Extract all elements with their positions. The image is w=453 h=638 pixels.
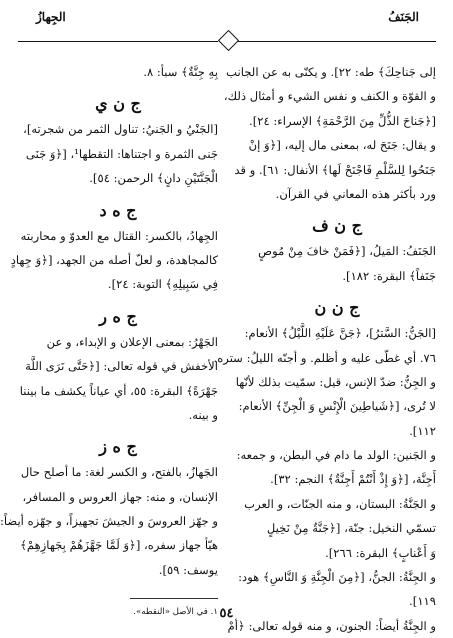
text-line: أَجِنَّة، [﴿وَ إِذْ أَنْتُمْ أَجِنَّةٌ﴾ النجم: ٣٢]. (270, 472, 436, 487)
text-line: و الجِنَّةُ أيضاً: الجنون، و منه قوله تعالى: ﴿أمْ (227, 618, 436, 633)
text-line: و جهّز العروسَ و الجيشَ تجهيزاً، و جهّزه أيضاً: (0, 514, 218, 529)
left-column-body (0, 60, 218, 582)
text-line: الجِهادُ، بالكسر: القتال مع العدوّ و محاربته (20, 228, 218, 243)
left-column (0, 60, 218, 619)
text-line: الْجَنَّتَيْنِ دانٍ﴾ الرحمن: ٥٤]. (89, 171, 218, 186)
root-heading: ج ن ف (312, 216, 362, 236)
header-diamond-ornament (218, 30, 239, 51)
root-heading: ج ه ر (99, 306, 137, 326)
text-line: جَنى الثمرة و اجتناها: التقطها¹، [﴿وَ جَنَى (25, 146, 218, 161)
root-heading: ج ه ز (99, 437, 137, 457)
header-root-word-left: الجِهازُ (36, 10, 66, 24)
text-line: جَنَحُوا لِلسَّلْمِ فَاجْنَحْ لَها﴾ الأنفال: ٦١]. و قد (234, 162, 436, 177)
text-line: الجَهازُ، بالفتح، و الكسر لغة: ما أصلح حال (20, 465, 218, 480)
text-line: و يقال: جَنَحَ له، بمعنى مال إليه، [﴿وَ إنْ (248, 138, 436, 153)
text-line: ورد بأكثر هذه المعاني في القرآن. (275, 186, 436, 201)
text-line: و الجَنين: الولد ما دام في البطن، و جمعه: (236, 448, 436, 463)
root-heading: ج ن ن (314, 298, 360, 318)
text-line: يوسف: ٥٩]. (158, 562, 218, 577)
text-line: الأخفش في قوله تعالى: [﴿حَتَّى نَرَى اللَّهَ (25, 359, 218, 374)
text-line: و الجَنَّةُ: البستان، و منه الجنّات، و العرب (244, 496, 436, 511)
text-line: [الجَنُّ: السَّترُ]، ﴿جَنَّ عَلَيْهِ اللَّيْلُ﴾ الأنعام: (244, 326, 436, 341)
header-rule-right (238, 41, 436, 42)
text-line: و الجِنَّةُ: الجنُّ، [﴿مِنَ الْجِنَّةِ وَ النَّاسِ﴾ هود: (238, 570, 436, 585)
text-line: وَ أَعْنابٍ﴾ البقرة: ٢٦٦]. (325, 545, 436, 560)
text-line: الجَهْرُ: بمعنى الإعلان و الإبداء، و عن (46, 334, 218, 349)
text-line: جَنَفاً﴾ البقرة: ١٨٢]. (342, 268, 436, 283)
text-line: كالمجاهدة، و لعلّ أصله من الجهد، [﴿وَ جِهادٍ (10, 252, 218, 267)
root-heading: ج ه د (99, 200, 137, 220)
text-line: و بينه. (188, 407, 218, 422)
footnote: ١. في الأصل «النقطه». (133, 607, 218, 618)
footnote-separator (130, 598, 218, 599)
text-line: ٧٦. أي غطّى عليه و أظلم. و أجنّه الليلُ: ستره. (213, 350, 436, 365)
text-line: فِي سَبِيلِهِ﴾ التوبة: ٢٤]. (107, 277, 218, 292)
text-line: ١١٩]. (409, 594, 436, 609)
text-line: بِهِ جِنَّةٌ﴾ سبأ: ٨. (143, 65, 218, 79)
text-line: جَهْرَةً﴾ البقرة: ٥٥، أي عياناً يكشف ما بيننا (19, 383, 218, 398)
header-root-word-right: الجَنَفُ (388, 10, 419, 24)
text-line: تسمّي النخيل: جنّة، [﴿جَنَّةٌ مِنْ نَخِيلٍ (266, 521, 436, 536)
text-line: [﴿جَناحَ الذُّلِّ مِنَ الرَّحْمَةِ﴾ الإسراء: ٢٤]. (249, 113, 436, 128)
root-heading: ج ن ي (95, 94, 141, 114)
text-line: هيّأ جهاز سفره، [﴿وَ لَمَّا جَهَّزَهُمْ بِجَهازِهِمْ﴾ (20, 538, 218, 553)
text-line: و الجِنُّ: ضدّ الإنس، قيل: سمّيت بذلك لأنّها (235, 374, 436, 389)
text-line: لا تُرى، [﴿شَياطِينَ الْإِنْسِ وَ الْجِنِّ﴾ الأنعام: (238, 399, 436, 414)
text-line: و القوّة و الكنف و نفس الشيء و أمثال ذلك، (223, 89, 436, 104)
text-line: الإنسان، و منه: جهاز العروس و المسافر، (22, 489, 218, 504)
text-line: ١١٢]. (409, 423, 436, 438)
header-rule-left (18, 41, 218, 42)
text-line: الجَنَفُ: المَيلُ، [﴿فَمَنْ خافَ مِنْ مُوصٍ (258, 244, 436, 259)
text-line: إلى جَناحِكَ﴾ طه: ٢٢]. و يكنّى به عن الجانب (226, 65, 436, 79)
page-number: ٥٤ (219, 606, 234, 621)
text-line: [الجَنْيُ و الجَنيُ: تناول الثمر من شجرته]، (23, 122, 218, 137)
